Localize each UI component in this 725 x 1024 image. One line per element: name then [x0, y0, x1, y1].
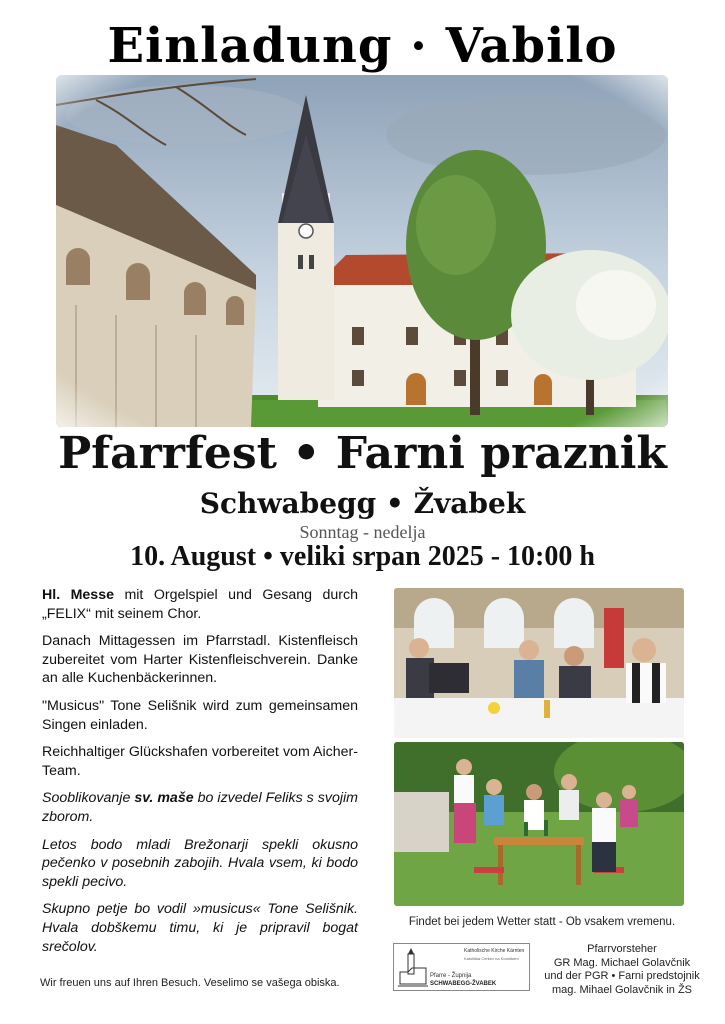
closing-text: Wir freuen uns auf Ihren Besuch. Veselimo se vašega obiska. — [40, 977, 340, 989]
event-date: 10. August • veliki srpan 2025 - 10:00 h — [130, 541, 595, 572]
weather-note: Findet bei jedem Wetter statt - Ob vsakem vremenu. — [408, 916, 676, 928]
paragraph-mass — [42, 586, 358, 623]
paragraph-roast-sl: Letos bodo mladi Brežonarji spekli okusno pečenko v posebnih zabojih. Hvala vsem, ki bodo spekli pecivo. — [42, 836, 358, 890]
paragraph-lunch: Danach Mittagessen im Pfarrstadl. Kistenfleisch zubereitet vom Harter Kistenfleischverein. Danke an alle Kuchenbäckerinnen. — [42, 633, 358, 687]
signature-line-2: GR Mag. Michael Golavčnik — [553, 956, 691, 969]
signature-block — [532, 943, 712, 997]
church-icon — [398, 948, 428, 988]
event-place: Schwabegg • Žvabek — [199, 487, 526, 520]
party-photo-indoor — [394, 588, 684, 738]
signature-line-4: mag. Mihael Golavčnik in ŽS — [552, 983, 692, 996]
event-weekday: Sonntag - nedelja — [299, 522, 426, 542]
parish-logo — [393, 943, 530, 991]
paragraph-mass-sl — [42, 789, 358, 826]
logo-line-place: SCHWABEGG-ŽVABEK — [430, 981, 497, 987]
mass-sl-bold: sv. maše — [134, 790, 194, 807]
paragraph-singing: "Musicus" Tone Selišnik wird zum gemeinsamen Singen einladen. — [42, 697, 358, 733]
party-photo-garden — [394, 742, 684, 906]
program-text — [42, 586, 358, 965]
logo-line-church-sl: Katoliška Cerkev na Koroškem — [464, 956, 519, 961]
church-photo — [56, 75, 668, 427]
event-name: Pfarrfest • Farni praznik — [58, 428, 667, 479]
mass-sl-pre: Sooblikovanje — [42, 790, 135, 807]
mass-text: mit Orgelspiel und Gesang durch „FELIX“ mit seinem Chor. — [42, 587, 358, 622]
paragraph-singing-sl: Skupno petje bo vodil »musicus« Tone Selišnik. Hvala dobškemu timu, ki je pripravil bogat srečolov. — [42, 901, 358, 955]
logo-line-parish: Pfarre - Župnija — [430, 973, 472, 979]
page-title: Einladung · Vabilo — [107, 18, 618, 74]
mass-sl-rest: bo izvedel Feliks s svojim zborom. — [42, 790, 358, 825]
logo-line-church-de: Katholische Kirche Kärnten — [464, 948, 525, 954]
signature-line-1: Pfarrvorsteher — [587, 943, 657, 955]
signature-line-3: und der PGR • Farni predstojnik — [544, 970, 700, 982]
mass-label: Hl. Messe — [42, 587, 114, 603]
paragraph-lottery: Reichhaltiger Glückshafen vorbereitet vom Aicher-Team. — [42, 744, 358, 779]
